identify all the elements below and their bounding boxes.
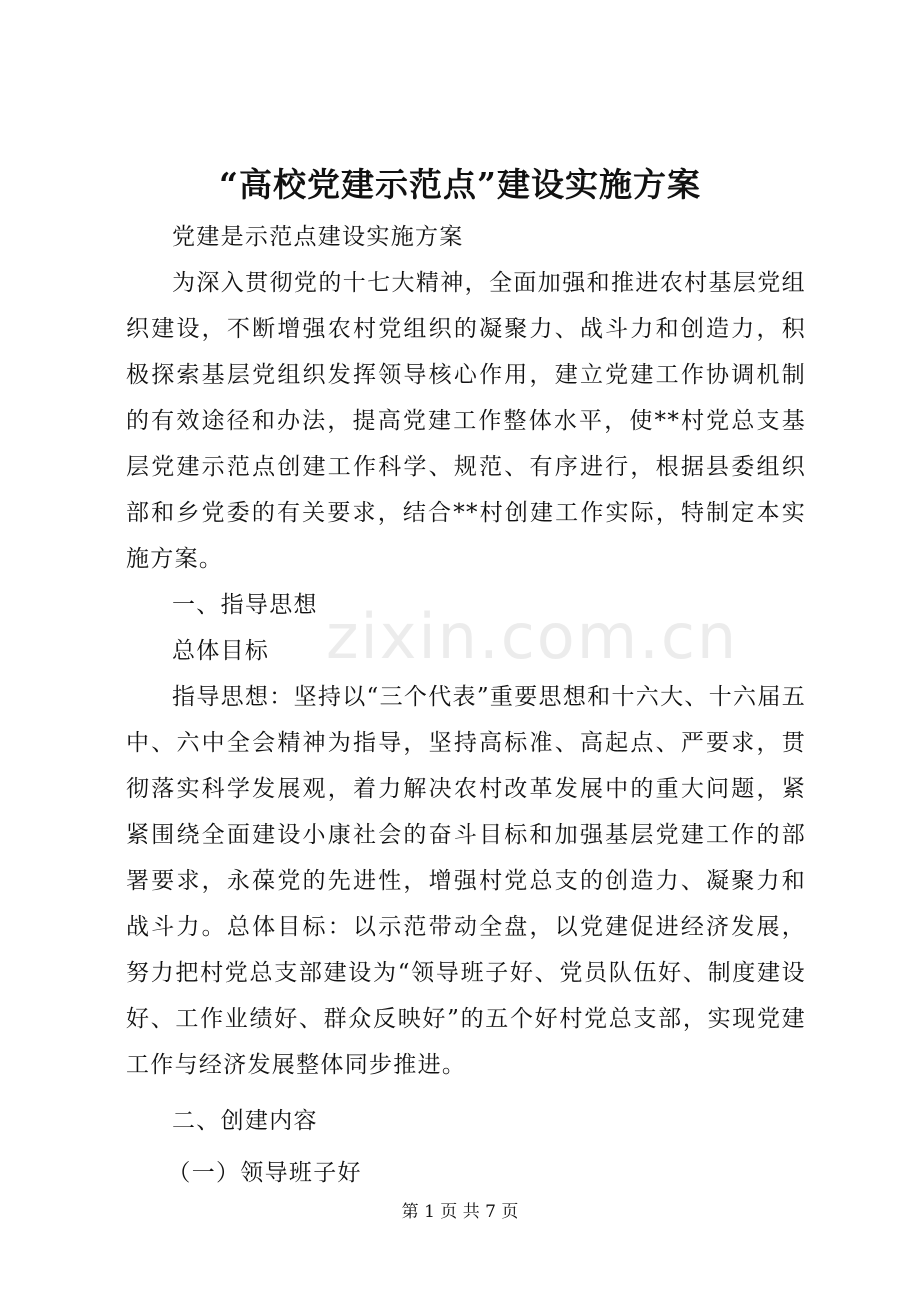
document-title: “高校党建示范点”建设实施方案 [219, 165, 701, 204]
section-heading-content: 二、创建内容 [172, 1108, 318, 1134]
section-heading-overall-goal: 总体目标 [172, 638, 270, 664]
guiding-ideology-paragraph: 指导思想：坚持以“三个代表”重要思想和十六大、十六届五中、六中全会精神为指导，坚持高标准、高起点、严要求，贯彻落实科学发展观，着力解决农村改革发展中的重大问题，紧紧围绕全面建设小康社会的奋斗目标和加强基层党建工作的部署要求，永葆党的先进性，增强村党总支的创造力、凝聚力和战斗力。总体目标：以示范带动全盘，以党建促进经济发展，努力把村党总支部建设为“领导班子好、党员队伍好、制度建设好、工作业绩好、群众反映好”的五个好村党总支部，实现党建工作与经济发展整体同步推进。 [126, 684, 806, 1078]
page-number-footer: 第 1 页 共 7 页 [401, 1202, 519, 1222]
subtitle-paragraph: 党建是示范点建设实施方案 [172, 224, 464, 250]
intro-paragraph: 为深入贯彻党的十七大精神，全面加强和推进农村基层党组织建设，不断增强农村党组织的凝聚力、战斗力和创造力，积极探索基层党组织发挥领导核心作用，建立党建工作协调机制的有效途径和办法，提高党建工作整体水平，使**村党总支基层党建示范点创建工作科学、规范、有序进行，根据县委组织部和乡党委的有关要求，结合**村创建工作实际，特制定本实施方案。 [126, 270, 806, 572]
document-body [126, 214, 806, 1196]
subsection-heading-leadership: （一）领导班子好 [167, 1160, 362, 1186]
watermark: zixin.com.cn [326, 600, 739, 673]
section-heading-guiding-ideology: 一、指导思想 [172, 592, 318, 618]
